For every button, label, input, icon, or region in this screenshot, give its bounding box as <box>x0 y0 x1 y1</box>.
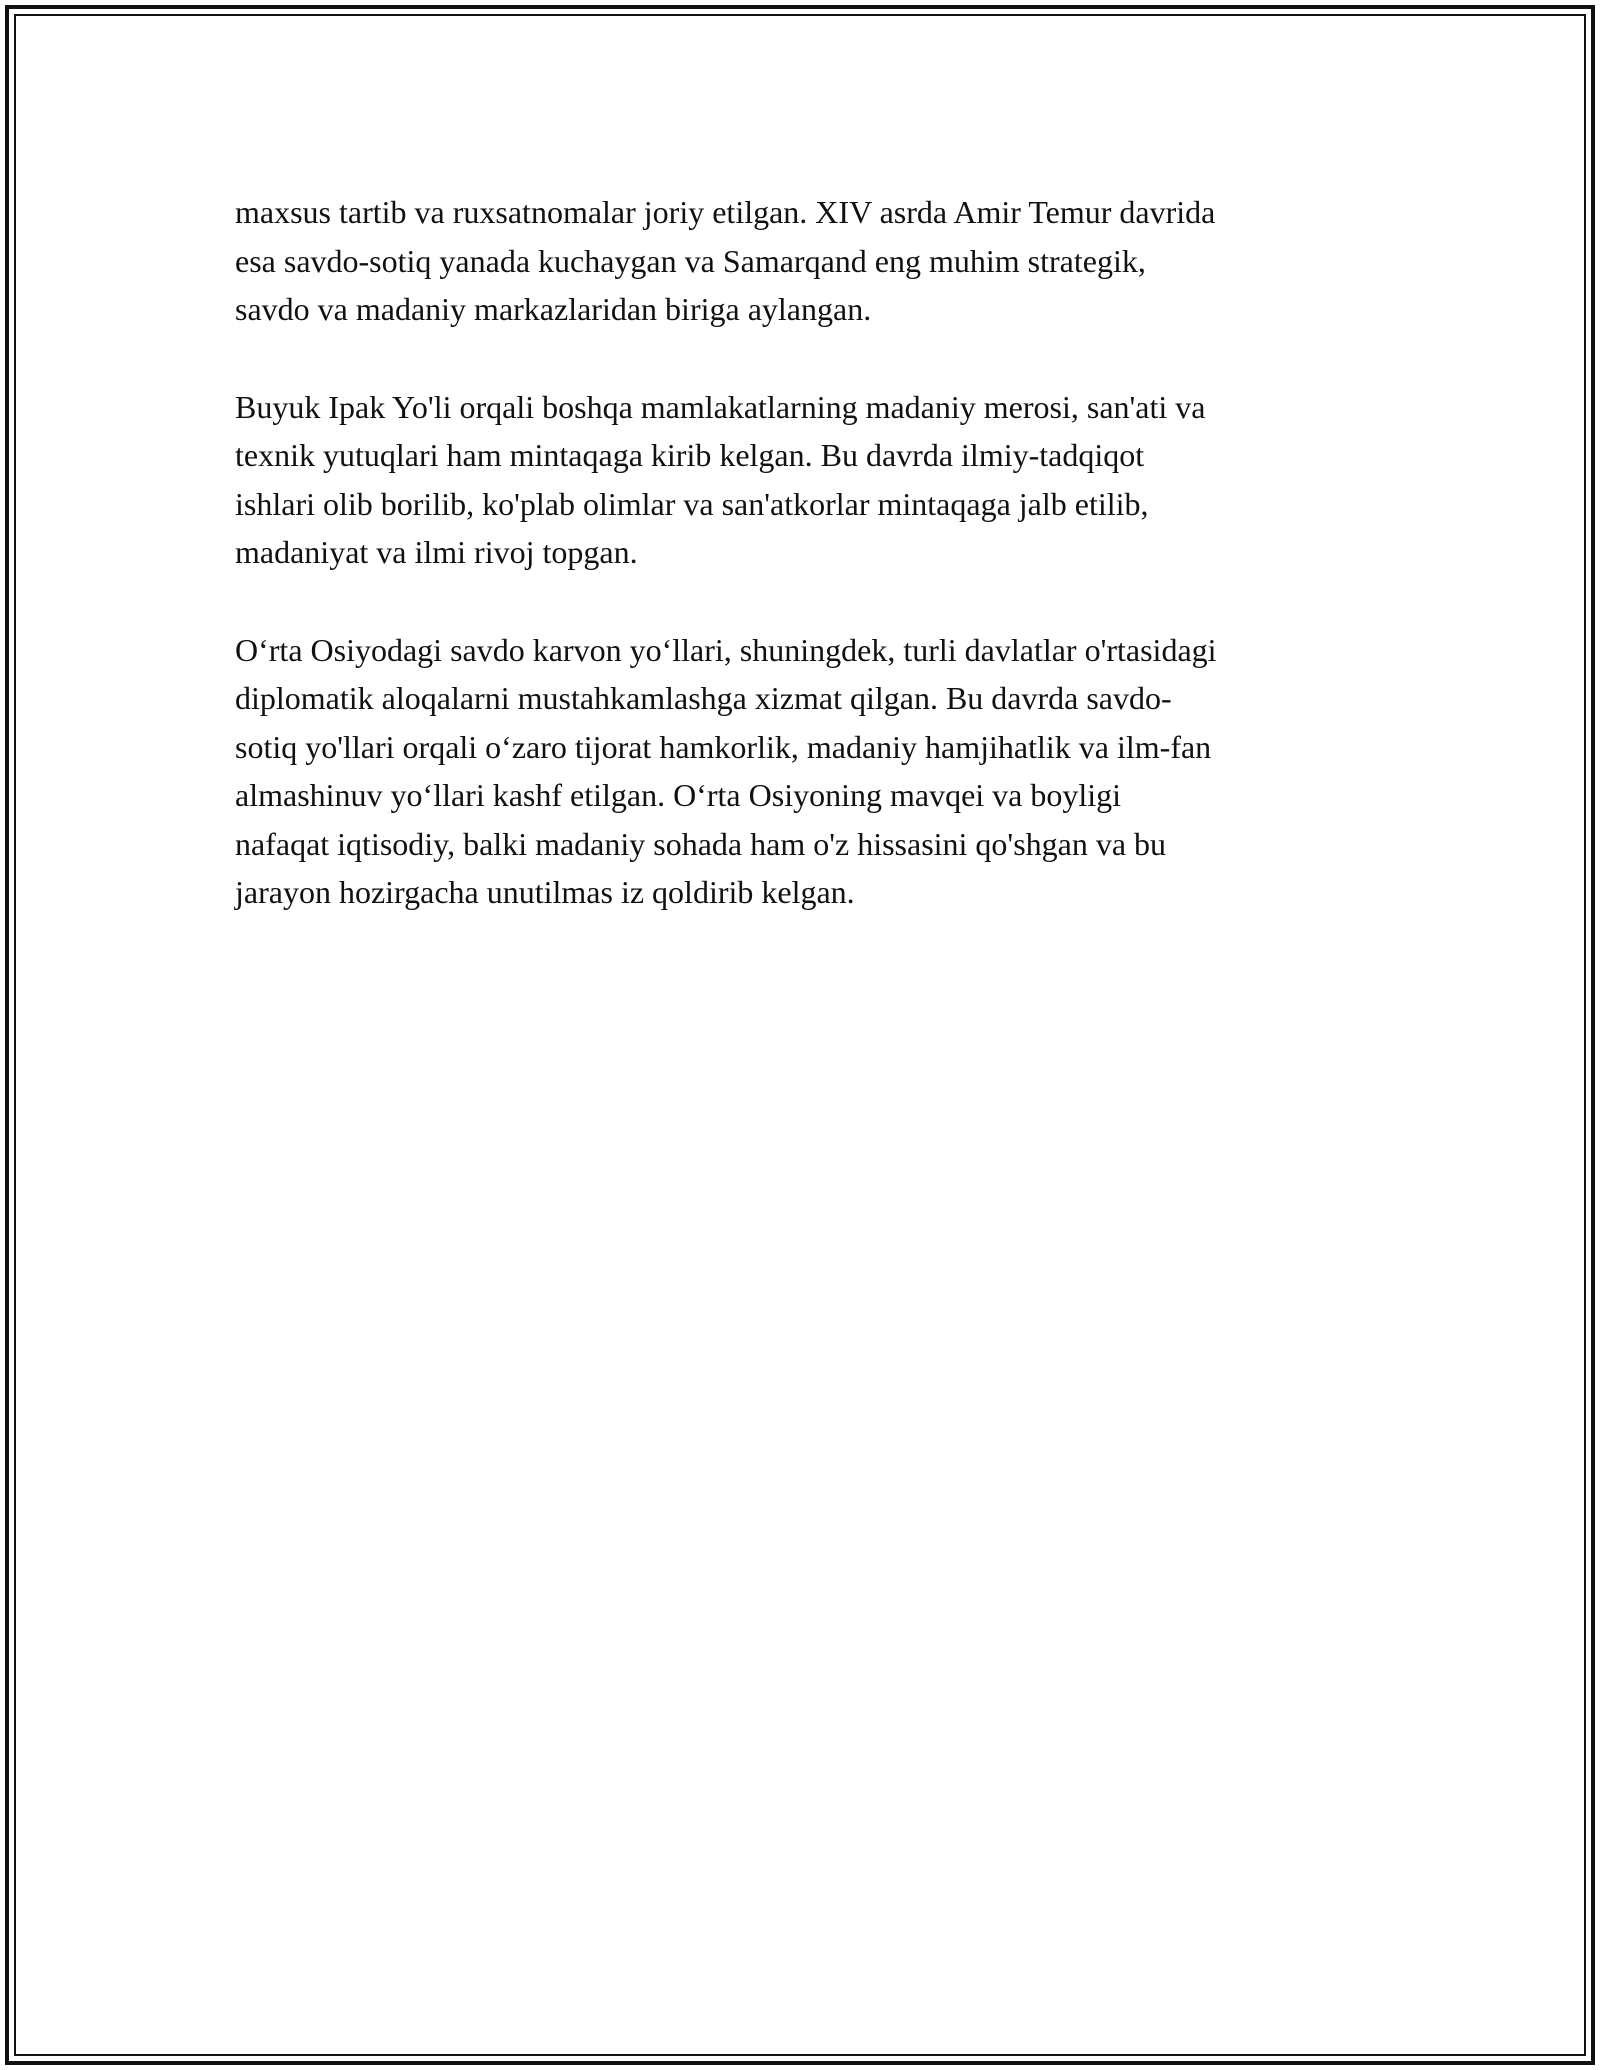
text-line: texnik yutuqlari ham mintaqaga kirib kelgan. Bu davrda ilmiy-tadqiqot <box>235 437 1145 473</box>
text-line: ishlari olib borilib, ko'plab olimlar va san'atkorlar mintaqaga jalb etilib, <box>235 485 1149 522</box>
text-line: diplomatik aloqalarni mustahkamlashga xizmat qilgan. Bu davrda savdo- <box>235 680 1172 716</box>
text-line: Buyuk Ipak Yo'li orqali boshqa mamlakatlarning madaniy merosi, san'ati va <box>235 388 1206 425</box>
document-body <box>235 188 1375 966</box>
text-line: jarayon hozirgacha unutilmas iz qoldirib kelgan. <box>235 874 855 910</box>
text-line: madaniyat va ilmi rivoj topgan. <box>235 534 638 570</box>
text-line: sotiq yo'llari orqali o‘zaro tijorat hamkorlik, madaniy hamjihatlik va ilm-fan <box>235 728 1212 765</box>
text-line: esa savdo-sotiq yanada kuchaygan va Samarqand eng muhim strategik, <box>235 242 1146 279</box>
paragraph-3 <box>235 626 1375 917</box>
text-line: almashinuv yo‘llari kashf etilgan. O‘rta Osiyoning mavqei va boyligi <box>235 777 1122 813</box>
text-line: maxsus tartib va ruxsatnomalar joriy etilgan. XIV asrda Amir Temur davrida <box>235 194 1216 230</box>
paragraph-1 <box>235 188 1375 334</box>
text-line: nafaqat iqtisodiy, balki madaniy sohada ham o'z hissasini qo'shgan va bu <box>235 825 1167 862</box>
text-line: savdo va madaniy markazlaridan biriga aylangan. <box>235 291 872 327</box>
text-line: O‘rta Osiyodagi savdo karvon yo‘llari, shuningdek, turli davlatlar o'rtasidagi <box>235 631 1217 668</box>
paragraph-2 <box>235 383 1375 577</box>
